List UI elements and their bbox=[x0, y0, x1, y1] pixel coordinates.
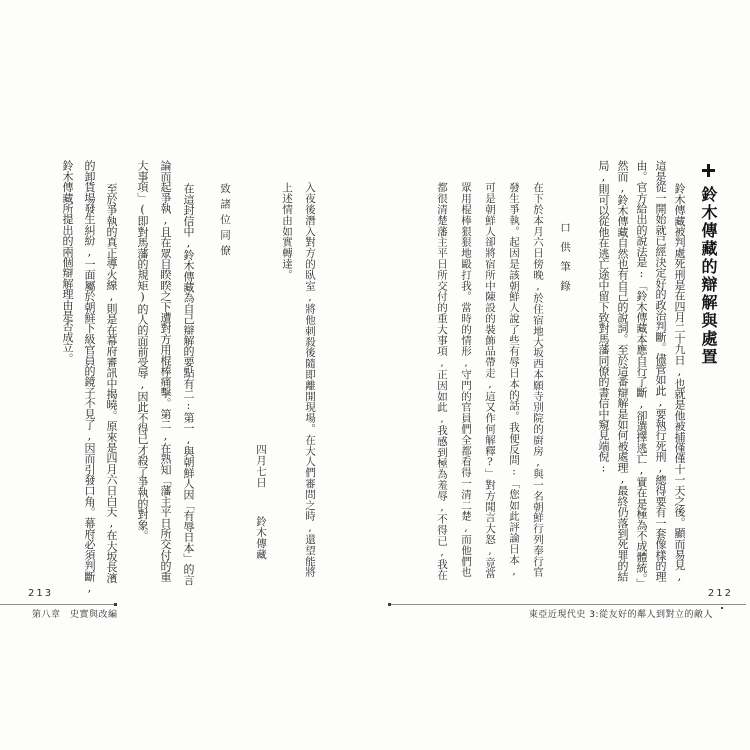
deposition-column: 在下於本月六日傍晚,於住宿地大坂西本願寺別院的廚房,與一名朝鮮行列奉行官 bbox=[532, 182, 544, 578]
text-column: 在這封信中,鈴木傳藏為自己辯解的要點有二:第一,與朝鮮人因「有辱日本」的言 bbox=[182, 183, 195, 585]
text-column: 這是從一開始就已經決定好的政治判斷。儘管如此,要執行死刑,總得要有一套像樣的理 bbox=[654, 160, 667, 582]
footer-rule bbox=[389, 604, 746, 605]
deposition-header: 口供筆錄 bbox=[559, 222, 571, 300]
footer-rule-dot bbox=[388, 603, 391, 606]
deposition-signature: 鈴木傳藏 bbox=[255, 516, 267, 560]
text-column: 鈴木傳藏被判處死刑是在四月二十九日,也就是他被捕僅僅十一天之後。顯而易見, bbox=[673, 183, 686, 583]
footer-rule-dot bbox=[721, 607, 723, 609]
deposition-column: 入夜後潛入對方的臥室,將他刺殺後隨即離開現場。在大人們審問之時,還望能將 bbox=[304, 182, 316, 578]
text-column: 然而,鈴木傳藏自然也有自己的說詞。至於這番辯解是如何被處理,最終仍落到死罪的結 bbox=[616, 160, 629, 582]
deposition-column: 上述情由如實轉達。 bbox=[281, 182, 293, 281]
text-column: 至於爭執的真正導火線,則是在幕府審訊中揭曉。原來是四月六日白天,在大坂長濱 bbox=[105, 183, 118, 583]
text-column: 大事項」(即對馬藩的規矩)的人的面前受辱,因此不得已才殺了爭執的對象。 bbox=[136, 160, 149, 541]
text-column: 的卸貨場發生糾紛,一面屬於朝鮮下級官員的鏡子不見了,因而引發口角。幕府必須判斷, bbox=[83, 160, 96, 595]
page-number: 212 bbox=[707, 588, 733, 599]
page-number: 213 bbox=[28, 588, 54, 599]
deposition-column: 眾用棍棒狠狠地毆打我。當時的情形,守門的官員們全都看得一清二楚,而他們也 bbox=[460, 182, 472, 578]
section-title-column bbox=[698, 164, 718, 366]
footer-rule bbox=[0, 604, 116, 605]
deposition-column: 發生爭執。起因是該朝鮮人說了些有辱日本的話。我便反問:「您如此評論日本, bbox=[508, 182, 520, 578]
running-footer: 第八章 史實與改編 bbox=[32, 610, 118, 620]
text-column: 論而起爭執,且在眾目睽睽之下遭對方用棍棒痛擊。第二,在熟知「藩主平日所交付的重 bbox=[159, 160, 172, 582]
deposition-column: 可是朝鮮人卻將宿所中陳設的裝飾品帶走,這又作何解釋?」對方聞言大怒,竟當 bbox=[484, 182, 496, 579]
text-column: 局,則可以從他在逃亡途中留下致對馬藩同僚的書信中窺見端倪: bbox=[597, 160, 610, 475]
deposition-addressee: 致諸位同僚 bbox=[219, 183, 231, 261]
section-title: 鈴木傳藏的辯解與處置 bbox=[699, 186, 718, 366]
text-column: 鈴木傳藏所提出的兩個辯解理由是否成立。 bbox=[61, 160, 74, 364]
deposition-column: 都很清楚藩主平日所交付的重大事項,正因如此,我感到極為羞辱,不得已,我在 bbox=[436, 182, 448, 581]
running-footer: 東亞近現代史 3:從友好的鄰人到對立的敵人 bbox=[528, 610, 713, 620]
cross-icon bbox=[702, 164, 715, 177]
text-column: 由。官方給出的說法是:「鈴木傳藏本應自行了斷,卻選擇逃亡,實在是極為不成體統。」 bbox=[635, 160, 648, 589]
deposition-date: 四月七日 bbox=[255, 444, 267, 488]
footer-rule-dot bbox=[114, 603, 117, 606]
